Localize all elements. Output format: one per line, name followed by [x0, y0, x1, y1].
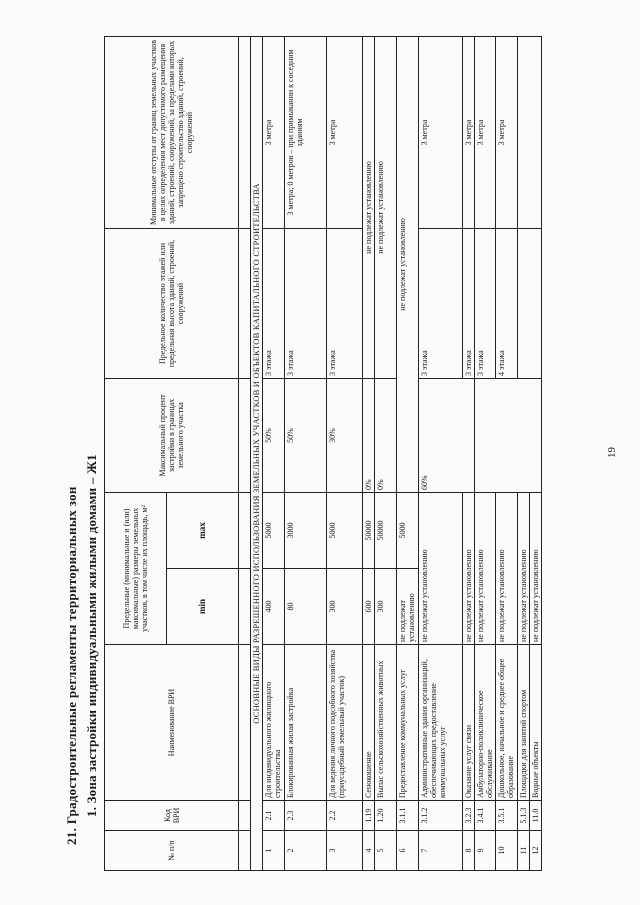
cell-setback: 3 метра — [463, 36, 475, 228]
cell-code: 1.19 — [363, 801, 375, 831]
table-row — [475, 36, 496, 870]
cell-floors: 3 этажа — [419, 228, 463, 378]
cell-setback: 3 метра — [419, 36, 463, 228]
cell-num: 2 — [285, 831, 327, 871]
cell-name: Дошкольное, начальное и среднее общее образование — [496, 645, 518, 801]
cell-floors: 3 этажа — [463, 228, 475, 378]
cell-num: 1 — [263, 831, 285, 871]
header-max: max — [167, 492, 239, 568]
cell-num: 3 — [327, 831, 363, 871]
table-row — [285, 36, 327, 870]
cell-num: 5 — [375, 831, 397, 871]
cell-setback: 3 метра — [263, 36, 285, 228]
cell-min: не подлежат установлению — [397, 569, 419, 645]
table-row — [263, 36, 285, 870]
cell-max: 50000 — [363, 492, 375, 568]
cell-area: не подлежат установлению — [496, 492, 518, 644]
cell-percent: 50% — [263, 378, 285, 492]
cell-setback: 3 метра; 0 метров – при примыкании к соседним зданиям — [285, 36, 327, 228]
cell-percent: 0% — [363, 378, 375, 492]
cell-code: 2.2 — [327, 801, 363, 831]
cell-setback: 3 метра — [496, 36, 518, 228]
cell-min: 600 — [363, 569, 375, 645]
cell-num: 12 — [530, 831, 542, 871]
cell-code: 3.4.1 — [475, 801, 496, 831]
cell-name: Выпас сельскохозяйственных животных — [375, 645, 397, 801]
cell-name: Для ведения личного подсобного хозяйства (приусадебный земельный участок) — [327, 645, 363, 801]
cell-code: 3.1.1 — [397, 801, 419, 831]
header-row — [105, 36, 167, 870]
cell-setback-empty — [518, 36, 542, 228]
cell-num: 7 — [419, 831, 463, 871]
cell-name: Административные здания организаций, обеспечивающих предоставление коммунальных услуг — [419, 645, 463, 801]
cell-setback: 3 метра — [475, 36, 496, 228]
cell-floors: 3 этажа — [327, 228, 363, 378]
header-setback: Минимальные отступы от границ земельных участков в целях определения мест допустимого размещения зданий, строений, сооружений, за пределами которых запрещено строительство зданий, строений, сооружений — [105, 36, 239, 228]
cell-floors-empty — [518, 228, 542, 378]
cell-name: Сенокошение — [363, 645, 375, 801]
cell-code: 11.0 — [530, 801, 542, 831]
zone-heading: 1. Зона застройки индивидуальными жилыми домами – Ж1 — [84, 454, 99, 817]
cell-name: Оказание услуг связи — [463, 645, 475, 801]
cell-max: 5000 — [397, 492, 419, 568]
cell-code: 3.5.1 — [496, 801, 518, 831]
cell-name: Для индивидуального жилищного строительства — [263, 645, 285, 801]
cell-max: 5000 — [327, 492, 363, 568]
cell-code: 3.2.3 — [463, 801, 475, 831]
cell-floors-setback: не подлежат установлению — [397, 36, 419, 492]
cell-setback: 3 метра — [327, 36, 363, 228]
cell-floors-setback: не подлежат установлению — [375, 36, 397, 378]
section-heading: 21. Градостроительные регламенты территориальных зон — [64, 486, 79, 845]
cell-percent: 60% — [419, 378, 475, 492]
cell-area: не подлежат установлению — [419, 492, 463, 644]
regulations-table — [104, 36, 542, 871]
cell-percent: 0% — [375, 378, 397, 492]
cell-max: 3000 — [285, 492, 327, 568]
cell-code: 2.1 — [263, 801, 285, 831]
cell-area: не подлежат установлению — [530, 492, 542, 644]
cell-name: Амбулаторно-поликлиническое обслуживание — [475, 645, 496, 801]
table-row — [363, 36, 375, 870]
cell-floors: 4 этажа — [496, 228, 518, 378]
table-row — [397, 36, 419, 870]
cell-num: 9 — [475, 831, 496, 871]
cell-code: 3.1.2 — [419, 801, 463, 831]
cell-floors: 3 этажа — [285, 228, 327, 378]
cell-num: 6 — [397, 831, 419, 871]
cell-name: Водные объекты — [530, 645, 542, 801]
cell-min: 80 — [285, 569, 327, 645]
section-row — [251, 36, 263, 870]
page-number: 19 — [606, 447, 618, 458]
cell-area: не подлежат установлению — [475, 492, 496, 644]
cell-min: 300 — [327, 569, 363, 645]
cell-percent: 30% — [327, 378, 363, 492]
header-name: Наименование ВРИ — [105, 645, 239, 801]
cell-name: Площадки для занятий спортом — [518, 645, 530, 801]
cell-max: 5000 — [263, 492, 285, 568]
cell-num: 8 — [463, 831, 475, 871]
header-num: № п/п — [105, 831, 239, 871]
cell-num: 11 — [518, 831, 530, 871]
section-title: ОСНОВНЫЕ ВИДЫ РАЗРЕШЕННОГО ИСПОЛЬЗОВАНИЯ ЗЕМЕЛЬНЫХ УЧАСТКОВ И ОБЪЕКТОВ КАПИТАЛЬНОГО СТРОИТЕЛЬСТВА — [251, 36, 263, 870]
cell-percent: 50% — [285, 378, 327, 492]
cell-num: 10 — [496, 831, 518, 871]
table-row — [327, 36, 363, 870]
table-row — [419, 36, 463, 870]
header-spacer — [239, 36, 251, 870]
cell-area: не подлежат установлению — [463, 492, 475, 644]
cell-floors: 3 этажа — [263, 228, 285, 378]
header-code: Код ВРИ — [105, 801, 239, 831]
header-percent: Максимальный процент застройки в границах земельного участка — [105, 378, 239, 492]
cell-code: 1.20 — [375, 801, 397, 831]
cell-percent-empty — [475, 378, 542, 492]
cell-floors-setback: не подлежат установлению — [363, 36, 375, 378]
cell-area: не подлежат установлению — [518, 492, 530, 644]
cell-min: 300 — [375, 569, 397, 645]
cell-floors: 3 этажа — [475, 228, 496, 378]
header-area-group: Предельные (минимальные и (или) максимальные) размеры земельных участков, в том числе их площадь, м² — [105, 492, 167, 644]
cell-max: 50000 — [375, 492, 397, 568]
table-row — [375, 36, 397, 870]
cell-name: Блокированная жилая застройка — [285, 645, 327, 801]
cell-name: Предоставление коммунальных услуг — [397, 645, 419, 801]
cell-min: 400 — [263, 569, 285, 645]
cell-code: 2.3 — [285, 801, 327, 831]
header-floors: Предельное количество этажей или предельная высота зданий, строений, сооружений — [105, 228, 239, 378]
cell-code: 5.1.3 — [518, 801, 530, 831]
cell-num: 4 — [363, 831, 375, 871]
header-min: min — [167, 569, 239, 645]
